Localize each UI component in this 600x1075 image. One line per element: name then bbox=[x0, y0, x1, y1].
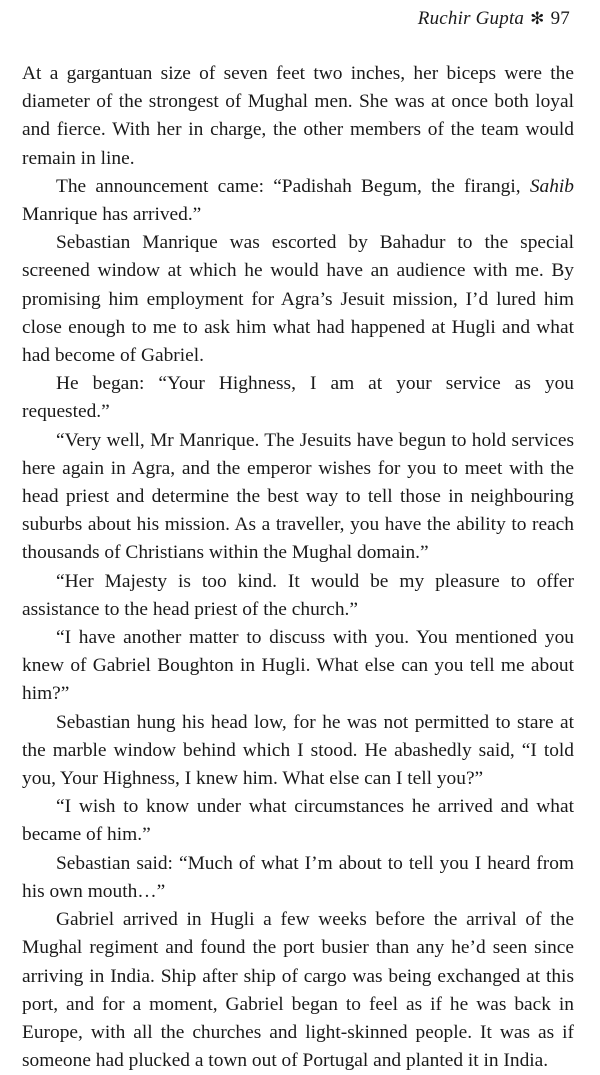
running-header bbox=[418, 8, 570, 30]
paragraph bbox=[22, 173, 574, 229]
paragraph: Sebastian Manrique was escorted by Bahadur to the special screened window at which he would have an audience with me. By promising him employment for Agra’s Jesuit mission, I’d lured him close enough to me to ask him what had happened at Hugli and what had become of Gabriel. bbox=[22, 232, 574, 367]
paragraph: “Very well, Mr Manrique. The Jesuits have begun to hold services here again in Agra, and the emperor wishes for you to meet with the head priest and determine the best way to tell those in neighbouring suburbs about his mission. As a traveller, you have the ability to reach thousands of Christians within the Mughal domain.” bbox=[22, 429, 574, 564]
paragraph: At a gargantuan size of seven feet two inches, her biceps were the diameter of the strongest of Mughal men. She was at once both loyal and fierce. With her in charge, the other members of the team would remain in line. bbox=[22, 63, 574, 169]
paragraph: Sebastian hung his head low, for he was not permitted to stare at the marble window behind which I stood. He abashedly said, “I told you, Your Highness, I knew him. What else can I tell you?” bbox=[22, 711, 574, 790]
paragraph: “Her Majesty is too kind. It would be my pleasure to offer assistance to the head priest of the church.” bbox=[22, 570, 574, 620]
header-ornament-icon: ✻ bbox=[530, 9, 545, 28]
paragraph: “I wish to know under what circumstances he arrived and what became of him.” bbox=[22, 796, 574, 846]
page-number: 97 bbox=[550, 8, 570, 29]
paragraph: He began: “Your Highness, I am at your service as you requested.” bbox=[22, 373, 574, 423]
paragraph-text: The announcement came: “Padishah Begum, the firangi, bbox=[56, 175, 530, 197]
header-author: Ruchir Gupta bbox=[417, 8, 525, 29]
paragraph-text: Manrique has arrived.” bbox=[22, 204, 202, 226]
italic-word: Sahib bbox=[529, 175, 574, 197]
paragraph: Sebastian said: “Much of what I’m about to tell you I heard from his own mouth…” bbox=[22, 852, 574, 902]
body-text bbox=[22, 60, 574, 1075]
paragraph: “I have another matter to discuss with you. You mentioned you knew of Gabriel Boughton in Hugli. What else can you tell me about him?” bbox=[22, 627, 574, 705]
paragraph: Gabriel arrived in Hugli a few weeks before the arrival of the Mughal regiment and found the port busier than any he’d seen since arriving in India. Ship after ship of cargo was being exchanged at this port, and for a moment, Gabriel began to feel as if he was back in Europe, with all the churches and light-skinned people. It was as if someone had plucked a town out of Portugal and planted it in India. bbox=[22, 909, 574, 1072]
